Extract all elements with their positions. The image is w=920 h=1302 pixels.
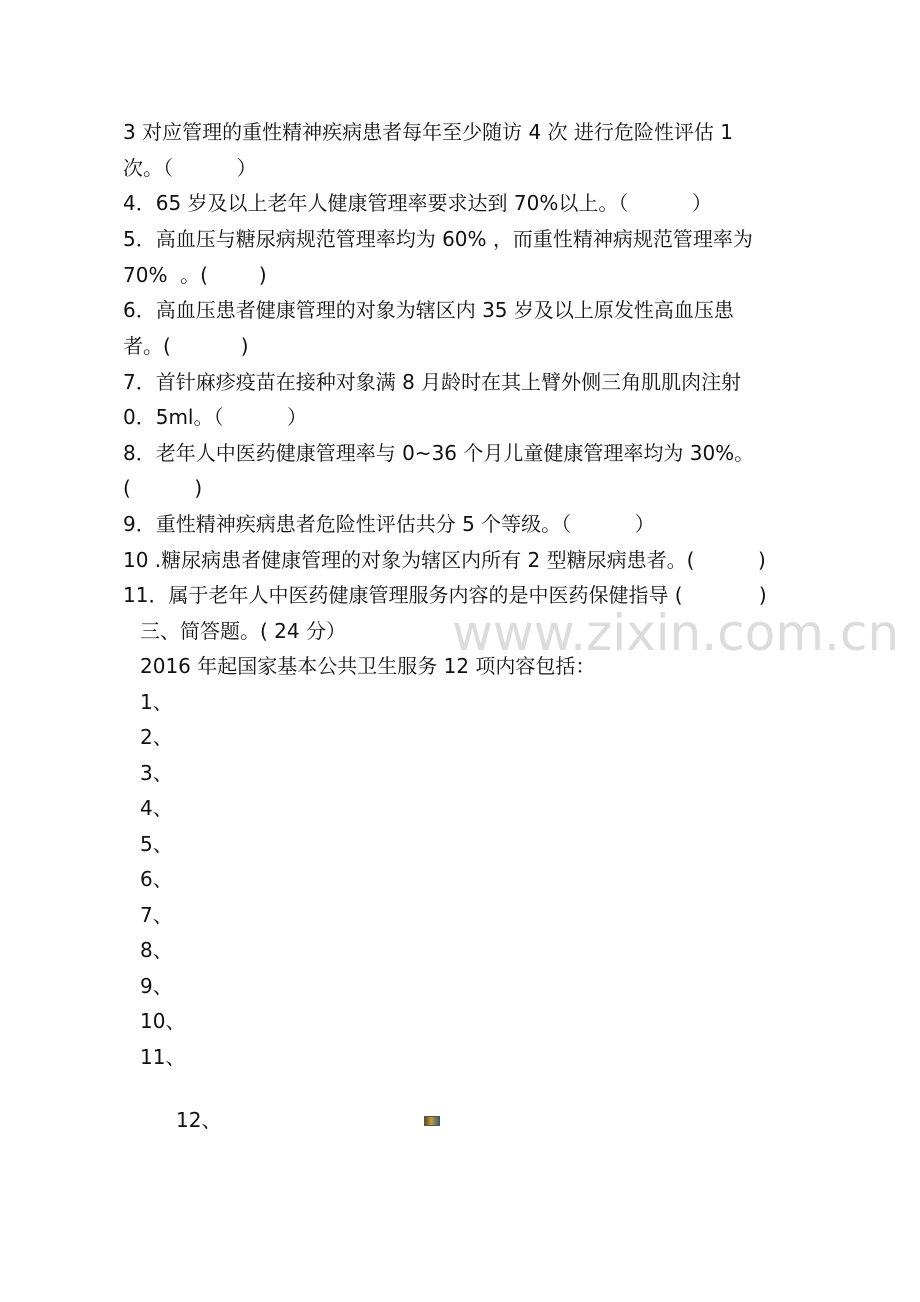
judgement-question-5-line-1: 5．高血压与糖尿病规范管理率均为 60% ，而重性精神病规范管理率为 — [123, 227, 753, 251]
judgement-question-7-line-1: 7．首针麻疹疫苗在接种对象满 8 月龄时在其上臂外侧三角肌肌肉注射 — [123, 370, 742, 394]
judgement-question-3-line-1: 3 对应管理的重性精神疾病患者每年至少随访 4 次 进行危险性评估 1 — [123, 120, 733, 144]
judgement-question-9: 9．重性精神疾病患者危险性评估共分 5 个等级。（ ） — [123, 512, 655, 536]
answer-item-3: 3、 — [140, 761, 173, 785]
judgement-question-7-line-2: 0．5ml。（ ） — [123, 405, 308, 429]
judgement-question-10: 10 .糖尿病患者健康管理的对象为辖区内所有 2 型糖尿病患者。( ) — [123, 548, 766, 572]
answer-item-11: 11、 — [140, 1045, 186, 1069]
judgement-question-8-line-2: ( ) — [123, 476, 203, 500]
answer-item-4: 4、 — [140, 796, 173, 820]
watermark: www.zixin.com.cn — [452, 604, 900, 662]
answer-item-1: 1、 — [140, 690, 173, 714]
judgement-question-11: 11．属于老年人中医药健康管理服务内容的是中医药保健指导 ( ) — [123, 583, 767, 607]
judgement-question-3-line-2: 次。（ ） — [123, 156, 257, 180]
section-heading: 三、简答题。( 24 分） — [140, 619, 346, 643]
answer-item-2: 2、 — [140, 725, 173, 749]
judgement-question-8-line-1: 8．老年人中医药健康管理率与 0~36 个月儿童健康管理率均为 30%。 — [123, 441, 755, 465]
answer-item-9: 9、 — [140, 974, 173, 998]
answer-item-10: 10、 — [140, 1009, 186, 1033]
answer-item-6: 6、 — [140, 867, 173, 891]
small-image-mark — [424, 1116, 440, 1126]
section-question: 2016 年起国家基本公共卫生服务 12 项内容包括： — [140, 654, 596, 678]
answer-item-8: 8、 — [140, 938, 173, 962]
judgement-question-4: 4．65 岁及以上老年人健康管理率要求达到 70%以上。（ ） — [123, 191, 712, 215]
judgement-question-5-line-2: 70% 。( ) — [123, 263, 267, 287]
answer-item-5: 5、 — [140, 832, 173, 856]
judgement-question-6-line-2: 者。( ) — [123, 334, 249, 358]
judgement-question-6-line-1: 6．高血压患者健康管理的对象为辖区内 35 岁及以上原发性高血压患 — [123, 298, 734, 322]
answer-item-12: 12、 — [176, 1108, 222, 1132]
answer-item-7: 7、 — [140, 903, 173, 927]
